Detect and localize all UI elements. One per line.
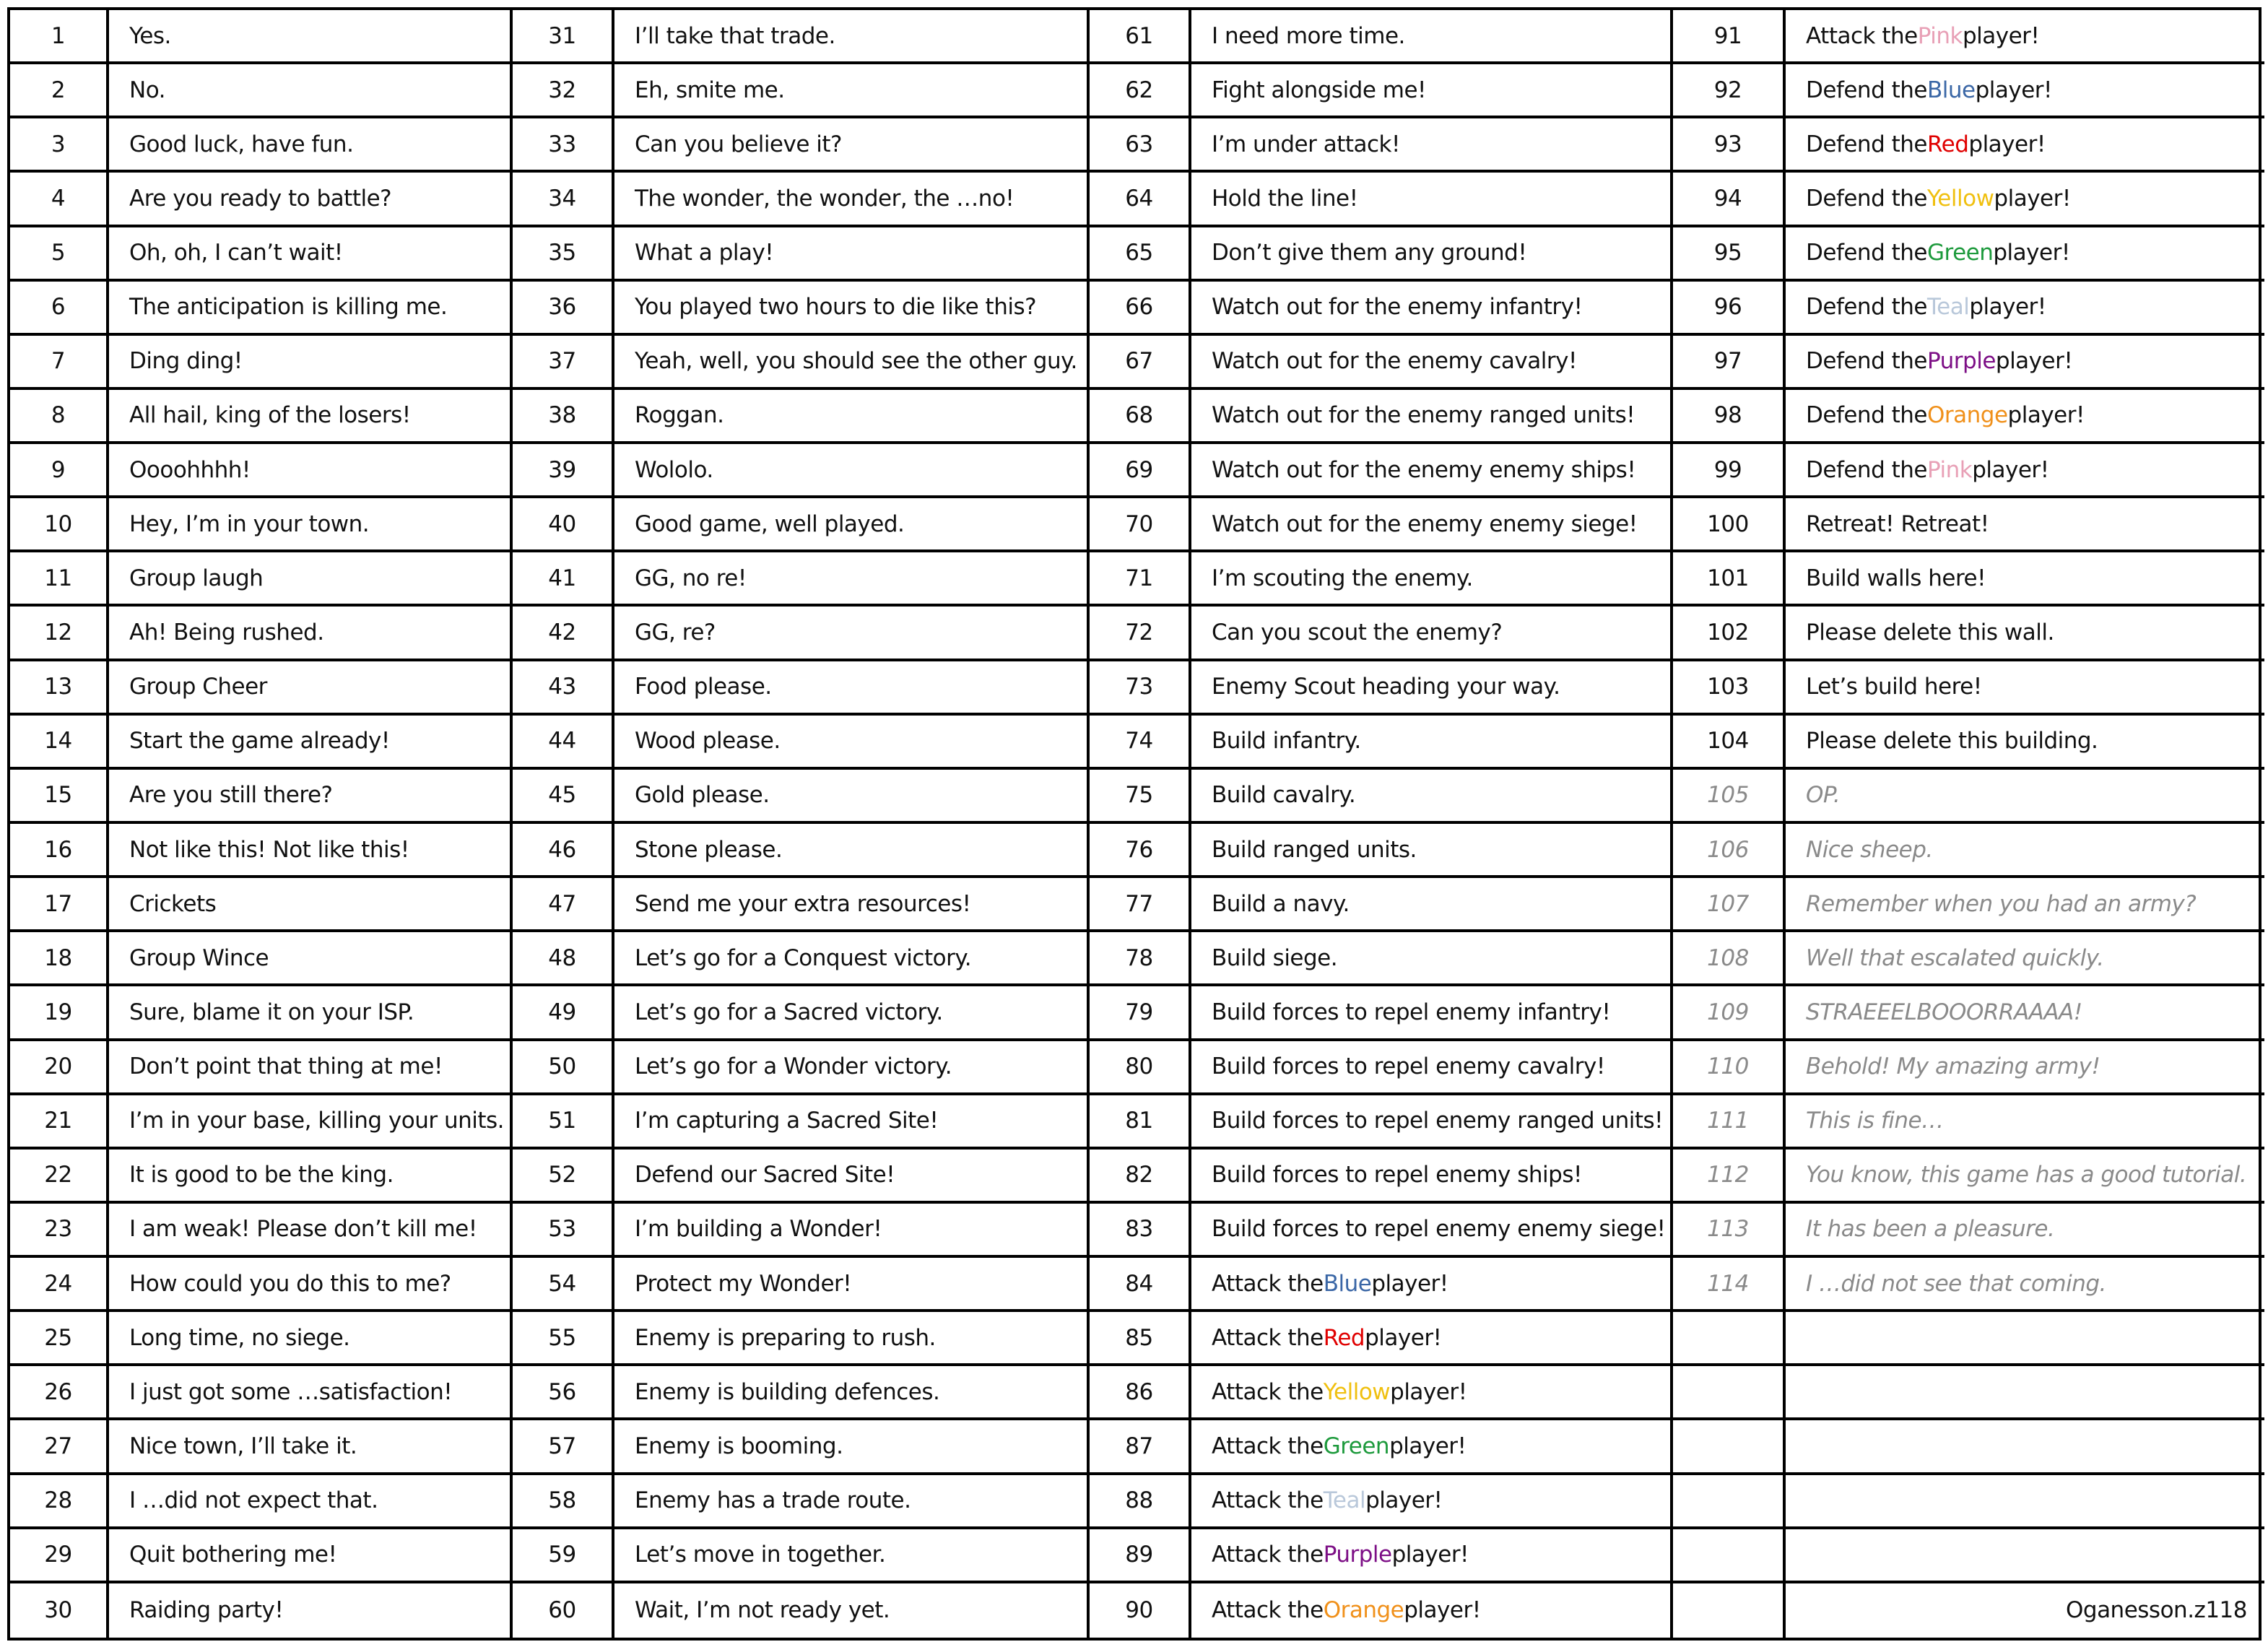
phrase-text: Long time, no siege. — [109, 1312, 513, 1366]
phrase-number: 34 — [513, 173, 614, 227]
phrase-number: 105 — [1673, 770, 1786, 824]
phrase-text: Retreat! Retreat! — [1786, 498, 2264, 552]
phrase-number: 9 — [10, 444, 109, 498]
phrase-number: 59 — [513, 1529, 614, 1583]
phrase-number: 25 — [10, 1312, 109, 1366]
phrase-number: 44 — [513, 716, 614, 770]
phrase-number: 57 — [513, 1420, 614, 1474]
phrase-text-part: Defend the — [1806, 185, 1927, 212]
phrase-text — [1786, 173, 2264, 227]
phrase-text: Send me your extra resources! — [614, 878, 1090, 932]
phrase-text-part: Defend the — [1806, 77, 1927, 103]
phrase-text: No. — [109, 64, 513, 118]
phrase-number: 20 — [10, 1041, 109, 1095]
phrase-text-part: Attack the — [1212, 1597, 1324, 1624]
phrase-text: Wait, I’m not ready yet. — [614, 1583, 1090, 1638]
phrase-number: 62 — [1090, 64, 1191, 118]
phrase-text: Ah! Being rushed. — [109, 607, 513, 661]
phrase-number: 74 — [1090, 716, 1191, 770]
phrase-number: 97 — [1673, 336, 1786, 390]
phrase-number: 37 — [513, 336, 614, 390]
phrase-text: Oooohhhh! — [109, 444, 513, 498]
phrase-text: Are you still there? — [109, 770, 513, 824]
phrase-number: 72 — [1090, 607, 1191, 661]
phrase-text: I need more time. — [1191, 10, 1673, 64]
phrase-text: The wonder, the wonder, the …no! — [614, 173, 1090, 227]
phrase-text: Hey, I’m in your town. — [109, 498, 513, 552]
phrase-text: I’m scouting the enemy. — [1191, 552, 1673, 607]
phrase-number: 18 — [10, 932, 109, 986]
phrase-number: 51 — [513, 1095, 614, 1150]
phrase-number: 76 — [1090, 824, 1191, 878]
phrase-number — [1673, 1475, 1786, 1529]
phrase-number: 38 — [513, 390, 614, 444]
phrase-number: 89 — [1090, 1529, 1191, 1583]
phrase-text-part: Attack the — [1212, 1487, 1324, 1514]
phrase-text: GG, re? — [614, 607, 1090, 661]
phrase-text-part: player! — [1365, 1487, 1443, 1514]
phrase-number: 12 — [10, 607, 109, 661]
phrase-number — [1673, 1420, 1786, 1474]
phrase-text: Oh, oh, I can’t wait! — [109, 227, 513, 282]
phrase-text: Group laugh — [109, 552, 513, 607]
phrase-text — [1786, 118, 2264, 173]
phrase-text: Please delete this building. — [1786, 716, 2264, 770]
phrase-number: 3 — [10, 118, 109, 173]
phrase-number: 30 — [10, 1583, 109, 1638]
phrase-text: Nice town, I’ll take it. — [109, 1420, 513, 1474]
phrase-number: 103 — [1673, 661, 1786, 716]
phrase-number: 26 — [10, 1366, 109, 1420]
phrase-number: 94 — [1673, 173, 1786, 227]
phrase-text: I’m under attack! — [1191, 118, 1673, 173]
phrase-text: Quit bothering me! — [109, 1529, 513, 1583]
phrase-number: 28 — [10, 1475, 109, 1529]
phrase-text — [1786, 282, 2264, 336]
player-color-word: Blue — [1323, 1270, 1372, 1297]
phrase-text: Gold please. — [614, 770, 1090, 824]
phrase-number: 107 — [1673, 878, 1786, 932]
phrase-text-part: Attack the — [1212, 1324, 1324, 1351]
phrase-number: 100 — [1673, 498, 1786, 552]
phrase-text: Sure, blame it on your ISP. — [109, 986, 513, 1040]
phrase-text: Watch out for the enemy enemy ships! — [1191, 444, 1673, 498]
phrase-number: 31 — [513, 10, 614, 64]
phrase-number: 39 — [513, 444, 614, 498]
phrase-number: 70 — [1090, 498, 1191, 552]
phrase-number: 8 — [10, 390, 109, 444]
empty-cell — [1786, 1312, 2264, 1366]
phrase-number: 75 — [1090, 770, 1191, 824]
phrase-text: Build cavalry. — [1191, 770, 1673, 824]
phrase-number: 22 — [10, 1150, 109, 1204]
phrase-number: 68 — [1090, 390, 1191, 444]
phrase-text: You played two hours to die like this? — [614, 282, 1090, 336]
phrase-number: 104 — [1673, 716, 1786, 770]
empty-cell — [1786, 1420, 2264, 1474]
player-color-word: Orange — [1926, 402, 2008, 429]
phrase-number: 112 — [1673, 1150, 1786, 1204]
phrase-text-part: player! — [1389, 1433, 1467, 1460]
phrase-number: 82 — [1090, 1150, 1191, 1204]
phrase-text: Build walls here! — [1786, 552, 2264, 607]
phrase-number: 63 — [1090, 118, 1191, 173]
phrase-number: 33 — [513, 118, 614, 173]
player-color-word: Purple — [1926, 348, 1996, 375]
phrase-number: 106 — [1673, 824, 1786, 878]
phrase-number: 32 — [513, 64, 614, 118]
phrase-text: How could you do this to me? — [109, 1258, 513, 1312]
phrase-text: Don’t point that thing at me! — [109, 1041, 513, 1095]
phrase-number: 15 — [10, 770, 109, 824]
phrase-number: 17 — [10, 878, 109, 932]
phrase-number: 66 — [1090, 282, 1191, 336]
phrase-number: 16 — [10, 824, 109, 878]
phrase-text: Enemy Scout heading your way. — [1191, 661, 1673, 716]
phrase-text — [1191, 1475, 1673, 1529]
phrase-text: Enemy has a trade route. — [614, 1475, 1090, 1529]
phrase-text-part: player! — [1962, 22, 2040, 49]
phrase-text: Hold the line! — [1191, 173, 1673, 227]
phrase-text: I’m in your base, killing your units. — [109, 1095, 513, 1150]
phrase-text: Start the game already! — [109, 716, 513, 770]
phrase-text: I’ll take that trade. — [614, 10, 1090, 64]
phrase-number: 110 — [1673, 1041, 1786, 1095]
phrase-text: Roggan. — [614, 390, 1090, 444]
player-color-word: Teal — [1926, 294, 1970, 321]
phrase-text: Stone please. — [614, 824, 1090, 878]
phrase-text: Not like this! Not like this! — [109, 824, 513, 878]
phrase-number: 111 — [1673, 1095, 1786, 1150]
phrase-number: 27 — [10, 1420, 109, 1474]
phrase-number: 55 — [513, 1312, 614, 1366]
phrase-text — [1786, 336, 2264, 390]
phrase-text: Let’s go for a Wonder victory. — [614, 1041, 1090, 1095]
phrase-number: 73 — [1090, 661, 1191, 716]
phrase-text: Enemy is booming. — [614, 1420, 1090, 1474]
phrase-text: Good game, well played. — [614, 498, 1090, 552]
phrase-text-part: player! — [1993, 240, 2070, 266]
player-color-word: Green — [1323, 1433, 1390, 1460]
empty-cell — [1786, 1366, 2264, 1420]
phrase-number: 84 — [1090, 1258, 1191, 1312]
phrase-text-part: player! — [1994, 185, 2071, 212]
phrase-number: 113 — [1673, 1204, 1786, 1258]
phrase-number: 29 — [10, 1529, 109, 1583]
phrase-number: 95 — [1673, 227, 1786, 282]
author-signature: Oganesson.z118 — [2065, 1597, 2247, 1624]
phrase-text: Wololo. — [614, 444, 1090, 498]
phrase-number: 90 — [1090, 1583, 1191, 1638]
phrase-text-part: Defend the — [1806, 131, 1927, 157]
phrase-text: Let’s go for a Conquest victory. — [614, 932, 1090, 986]
phrase-text: Build ranged units. — [1191, 824, 1673, 878]
player-color-word: Blue — [1926, 77, 1976, 103]
phrase-text: Build a navy. — [1191, 878, 1673, 932]
phrase-number: 88 — [1090, 1475, 1191, 1529]
phrase-text: Eh, smite me. — [614, 64, 1090, 118]
phrase-text — [1191, 1529, 1673, 1583]
phrase-text: All hail, king of the losers! — [109, 390, 513, 444]
phrase-text: Are you ready to battle? — [109, 173, 513, 227]
phrase-number: 98 — [1673, 390, 1786, 444]
phrase-number: 85 — [1090, 1312, 1191, 1366]
phrase-text: Build forces to repel enemy ships! — [1191, 1150, 1673, 1204]
phrase-text-part: Defend the — [1806, 348, 1927, 375]
player-color-word: Pink — [1926, 456, 1973, 483]
phrase-text: Let’s build here! — [1786, 661, 2264, 716]
phrase-text: Build forces to repel enemy infantry! — [1191, 986, 1673, 1040]
phrase-number — [1673, 1312, 1786, 1366]
phrase-number: 114 — [1673, 1258, 1786, 1312]
player-color-word: Purple — [1323, 1542, 1392, 1568]
phrase-number: 61 — [1090, 10, 1191, 64]
phrase-text-part: Attack the — [1212, 1542, 1324, 1568]
phrase-number: 10 — [10, 498, 109, 552]
phrase-text: Behold! My amazing army! — [1786, 1041, 2264, 1095]
phrase-text: GG, no re! — [614, 552, 1090, 607]
phrase-text: STRAEEELBOOORRAAAA! — [1786, 986, 2264, 1040]
phrase-text — [1191, 1258, 1673, 1312]
phrase-text: Nice sheep. — [1786, 824, 2264, 878]
phrase-number: 96 — [1673, 282, 1786, 336]
phrase-number: 43 — [513, 661, 614, 716]
phrase-number: 11 — [10, 552, 109, 607]
phrase-text: OP. — [1786, 770, 2264, 824]
phrase-number: 58 — [513, 1475, 614, 1529]
phrase-number: 41 — [513, 552, 614, 607]
phrase-text: Build infantry. — [1191, 716, 1673, 770]
phrase-text: Yes. — [109, 10, 513, 64]
phrase-number: 4 — [10, 173, 109, 227]
phrase-number: 40 — [513, 498, 614, 552]
phrase-text: Defend our Sacred Site! — [614, 1150, 1090, 1204]
empty-cell — [1786, 1529, 2264, 1583]
phrase-text-part: Defend the — [1806, 240, 1927, 266]
phrase-text-part: player! — [1969, 294, 2046, 321]
phrase-number: 77 — [1090, 878, 1191, 932]
phrase-text-part: player! — [1972, 456, 2049, 483]
phrase-text — [1191, 1420, 1673, 1474]
phrase-text-part: Defend the — [1806, 456, 1927, 483]
phrase-text: You know, this game has a good tutorial. — [1786, 1150, 2264, 1204]
phrase-number: 36 — [513, 282, 614, 336]
phrase-number: 64 — [1090, 173, 1191, 227]
phrase-text: Let’s go for a Sacred victory. — [614, 986, 1090, 1040]
phrase-text: I’m capturing a Sacred Site! — [614, 1095, 1090, 1150]
player-color-word: Orange — [1323, 1597, 1404, 1624]
phrase-number — [1673, 1529, 1786, 1583]
phrase-text: Build forces to repel enemy cavalry! — [1191, 1041, 1673, 1095]
phrase-number: 99 — [1673, 444, 1786, 498]
phrase-text-part: Attack the — [1212, 1378, 1324, 1405]
phrase-text: Wood please. — [614, 716, 1090, 770]
phrase-number: 86 — [1090, 1366, 1191, 1420]
empty-cell — [1786, 1475, 2264, 1529]
player-color-word: Yellow — [1926, 185, 1994, 212]
phrase-number: 92 — [1673, 64, 1786, 118]
phrase-text: Can you believe it? — [614, 118, 1090, 173]
phrase-number: 49 — [513, 986, 614, 1040]
phrase-text: Food please. — [614, 661, 1090, 716]
phrase-text-part: Defend the — [1806, 294, 1927, 321]
phrase-text — [1786, 10, 2264, 64]
phrase-number: 79 — [1090, 986, 1191, 1040]
phrase-number: 50 — [513, 1041, 614, 1095]
phrase-number: 71 — [1090, 552, 1191, 607]
phrase-number: 46 — [513, 824, 614, 878]
player-color-word: Teal — [1323, 1487, 1366, 1514]
phrase-text — [1191, 1312, 1673, 1366]
phrase-number: 14 — [10, 716, 109, 770]
phrase-number — [1673, 1583, 1786, 1638]
phrase-text-part: Attack the — [1806, 22, 1918, 49]
phrase-number: 5 — [10, 227, 109, 282]
phrase-number: 52 — [513, 1150, 614, 1204]
phrase-text: Crickets — [109, 878, 513, 932]
phrase-number: 47 — [513, 878, 614, 932]
phrase-text: Remember when you had an army? — [1786, 878, 2264, 932]
player-color-word: Yellow — [1323, 1378, 1391, 1405]
phrase-number: 65 — [1090, 227, 1191, 282]
phrase-number: 45 — [513, 770, 614, 824]
phrase-text: I just got some …satisfaction! — [109, 1366, 513, 1420]
phrase-text: Group Wince — [109, 932, 513, 986]
phrase-number: 67 — [1090, 336, 1191, 390]
phrase-number: 21 — [10, 1095, 109, 1150]
phrase-text: I’m building a Wonder! — [614, 1204, 1090, 1258]
phrase-number: 48 — [513, 932, 614, 986]
phrase-text: Build siege. — [1191, 932, 1673, 986]
phrase-number: 42 — [513, 607, 614, 661]
phrase-number: 101 — [1673, 552, 1786, 607]
phrase-number: 78 — [1090, 932, 1191, 986]
phrase-text: I am weak! Please don’t kill me! — [109, 1204, 513, 1258]
phrase-number: 60 — [513, 1583, 614, 1638]
phrase-text — [1786, 444, 2264, 498]
phrase-text-part: player! — [1995, 348, 2073, 375]
phrase-text — [1786, 227, 2264, 282]
phrase-text: It is good to be the king. — [109, 1150, 513, 1204]
phrase-text: Watch out for the enemy infantry! — [1191, 282, 1673, 336]
phrase-number: 19 — [10, 986, 109, 1040]
phrase-number: 1 — [10, 10, 109, 64]
phrase-text-part: player! — [1365, 1324, 1442, 1351]
phrase-text: Group Cheer — [109, 661, 513, 716]
phrase-text-part: Defend the — [1806, 402, 1927, 429]
phrase-number: 80 — [1090, 1041, 1191, 1095]
phrase-text: Build forces to repel enemy enemy siege! — [1191, 1204, 1673, 1258]
phrase-text-part: player! — [1391, 1542, 1469, 1568]
phrase-text-part: Attack the — [1212, 1270, 1324, 1297]
phrase-text: Fight alongside me! — [1191, 64, 1673, 118]
phrase-number: 23 — [10, 1204, 109, 1258]
phrase-number: 81 — [1090, 1095, 1191, 1150]
phrase-text: Good luck, have fun. — [109, 118, 513, 173]
phrase-text: I …did not see that coming. — [1786, 1258, 2264, 1312]
phrase-text: What a play! — [614, 227, 1090, 282]
phrase-number: 7 — [10, 336, 109, 390]
phrase-text-part: player! — [2007, 402, 2085, 429]
phrase-text-part: player! — [1390, 1378, 1467, 1405]
phrase-text: This is fine… — [1786, 1095, 2264, 1150]
phrase-number: 69 — [1090, 444, 1191, 498]
phrase-text — [1191, 1583, 1673, 1638]
phrase-text: I …did not expect that. — [109, 1475, 513, 1529]
phrase-text: Build forces to repel enemy ranged units! — [1191, 1095, 1673, 1150]
phrase-text-part: Attack the — [1212, 1433, 1324, 1460]
phrase-text — [1786, 390, 2264, 444]
phrase-text: Watch out for the enemy ranged units! — [1191, 390, 1673, 444]
phrase-number: 109 — [1673, 986, 1786, 1040]
player-color-word: Red — [1926, 131, 1969, 157]
player-color-word: Green — [1926, 240, 1994, 266]
phrase-number: 87 — [1090, 1420, 1191, 1474]
player-color-word: Red — [1323, 1324, 1365, 1351]
phrase-number: 35 — [513, 227, 614, 282]
phrase-text: Enemy is building defences. — [614, 1366, 1090, 1420]
phrase-number: 91 — [1673, 10, 1786, 64]
phrase-number: 24 — [10, 1258, 109, 1312]
phrase-text-part: player! — [1975, 77, 2052, 103]
phrase-text: Let’s move in together. — [614, 1529, 1090, 1583]
phrase-text — [1786, 64, 2264, 118]
phrase-text-part: player! — [1968, 131, 2046, 157]
phrase-text: Enemy is preparing to rush. — [614, 1312, 1090, 1366]
phrase-number: 83 — [1090, 1204, 1191, 1258]
phrase-number: 93 — [1673, 118, 1786, 173]
phrase-number — [1673, 1366, 1786, 1420]
phrase-text: Well that escalated quickly. — [1786, 932, 2264, 986]
phrase-text: Watch out for the enemy cavalry! — [1191, 336, 1673, 390]
phrase-text: Yeah, well, you should see the other guy. — [614, 336, 1090, 390]
phrase-text: Watch out for the enemy enemy siege! — [1191, 498, 1673, 552]
phrase-text: Raiding party! — [109, 1583, 513, 1638]
phrase-number: 108 — [1673, 932, 1786, 986]
phrase-number: 13 — [10, 661, 109, 716]
phrase-number: 2 — [10, 64, 109, 118]
phrase-text: Protect my Wonder! — [614, 1258, 1090, 1312]
phrase-number: 6 — [10, 282, 109, 336]
phrase-text: The anticipation is killing me. — [109, 282, 513, 336]
phrase-text: Ding ding! — [109, 336, 513, 390]
phrase-text-part: player! — [1404, 1597, 1481, 1624]
phrase-number: 53 — [513, 1204, 614, 1258]
phrase-text: It has been a pleasure. — [1786, 1204, 2264, 1258]
phrase-text: Can you scout the enemy? — [1191, 607, 1673, 661]
phrase-text: Don’t give them any ground! — [1191, 227, 1673, 282]
phrase-number: 54 — [513, 1258, 614, 1312]
phrase-text — [1191, 1366, 1673, 1420]
phrase-number: 102 — [1673, 607, 1786, 661]
phrase-text: Please delete this wall. — [1786, 607, 2264, 661]
phrase-text-part: player! — [1371, 1270, 1448, 1297]
player-color-word: Pink — [1917, 22, 1963, 49]
phrase-table — [7, 7, 2262, 1641]
phrase-number: 56 — [513, 1366, 614, 1420]
